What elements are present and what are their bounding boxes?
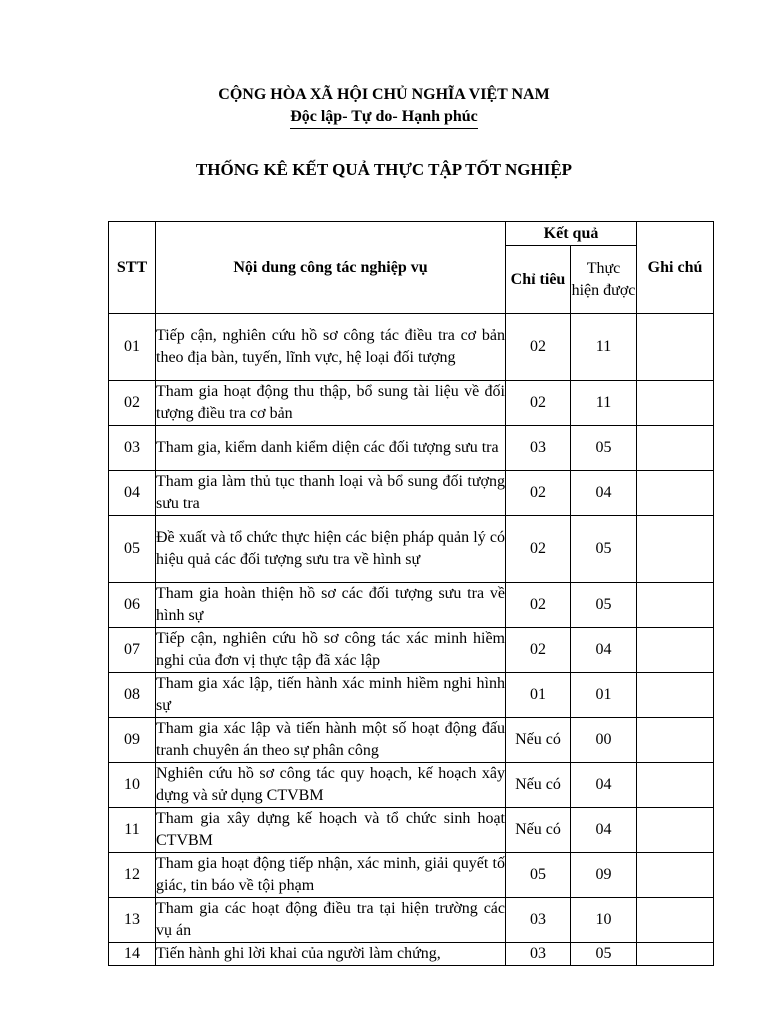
row-note bbox=[637, 943, 714, 966]
row-done: 04 bbox=[571, 808, 637, 853]
row-number: 11 bbox=[109, 808, 156, 853]
row-number: 01 bbox=[109, 314, 156, 381]
table-row bbox=[109, 673, 714, 718]
row-done: 11 bbox=[571, 381, 637, 426]
document-title: THỐNG KÊ KẾT QUẢ THỰC TẬP TỐT NGHIỆP bbox=[195, 160, 573, 179]
row-done: 04 bbox=[571, 628, 637, 673]
table-row bbox=[109, 381, 714, 426]
row-content: Tham gia làm thủ tục thanh loại và bổ sung đối tượng sưu tra bbox=[156, 471, 506, 516]
table-row bbox=[109, 426, 714, 471]
results-table bbox=[108, 221, 714, 966]
row-number: 13 bbox=[109, 898, 156, 943]
row-target: Nếu có bbox=[506, 763, 571, 808]
row-target: 03 bbox=[506, 898, 571, 943]
row-content: Tham gia hoàn thiện hồ sơ các đối tượng sưu tra về hình sự bbox=[156, 583, 506, 628]
row-content: Tham gia xác lập, tiến hành xác minh hiềm nghi hình sự bbox=[156, 673, 506, 718]
row-target: 02 bbox=[506, 516, 571, 583]
row-note bbox=[637, 808, 714, 853]
table-row bbox=[109, 898, 714, 943]
row-number: 05 bbox=[109, 516, 156, 583]
row-done: 05 bbox=[571, 583, 637, 628]
table-row bbox=[109, 516, 714, 583]
row-target: 02 bbox=[506, 314, 571, 381]
row-done: 05 bbox=[571, 426, 637, 471]
row-content: Tham gia xác lập và tiến hành một số hoạt động đấu tranh chuyên án theo sự phân công bbox=[156, 718, 506, 763]
row-target: Nếu có bbox=[506, 718, 571, 763]
header-note: Ghi chú bbox=[637, 222, 714, 314]
row-note bbox=[637, 471, 714, 516]
row-number: 04 bbox=[109, 471, 156, 516]
row-target: Nếu có bbox=[506, 808, 571, 853]
row-content: Tiếp cận, nghiên cứu hồ sơ công tác điều tra cơ bản theo địa bàn, tuyến, lĩnh vực, hệ loại đối tượng bbox=[156, 314, 506, 381]
row-note bbox=[637, 628, 714, 673]
row-number: 03 bbox=[109, 426, 156, 471]
row-number: 12 bbox=[109, 853, 156, 898]
header-done: Thực hiện được bbox=[571, 246, 637, 314]
row-done: 04 bbox=[571, 763, 637, 808]
table-row bbox=[109, 808, 714, 853]
table-body bbox=[109, 314, 714, 966]
motto-heading: Độc lập- Tự do- Hạnh phúc bbox=[290, 108, 478, 129]
row-content: Tham gia hoạt động tiếp nhận, xác minh, giải quyết tố giác, tin báo về tội phạm bbox=[156, 853, 506, 898]
row-content: Tham gia xây dựng kế hoạch và tổ chức sinh hoạt CTVBM bbox=[156, 808, 506, 853]
row-content: Nghiên cứu hồ sơ công tác quy hoạch, kế hoạch xây dựng và sử dụng CTVBM bbox=[156, 763, 506, 808]
row-done: 04 bbox=[571, 471, 637, 516]
row-target: 03 bbox=[506, 943, 571, 966]
nation-heading: CỘNG HÒA XÃ HỘI CHỦ NGHĨA VIỆT NAM bbox=[218, 86, 550, 103]
row-done: 00 bbox=[571, 718, 637, 763]
header-target: Chỉ tiêu bbox=[506, 246, 571, 314]
row-note bbox=[637, 314, 714, 381]
table-row bbox=[109, 943, 714, 966]
table-row bbox=[109, 314, 714, 381]
row-note bbox=[637, 381, 714, 426]
row-content: Tiếp cận, nghiên cứu hồ sơ công tác xác minh hiềm nghi của đơn vị thực tập đã xác lập bbox=[156, 628, 506, 673]
table-row bbox=[109, 628, 714, 673]
row-target: 05 bbox=[506, 853, 571, 898]
row-content: Đề xuất và tổ chức thực hiện các biện pháp quản lý có hiệu quả các đối tượng sưu tra về hình sự bbox=[156, 516, 506, 583]
row-target: 02 bbox=[506, 628, 571, 673]
row-content: Tham gia, kiểm danh kiểm diện các đối tượng sưu tra bbox=[156, 426, 506, 471]
row-target: 02 bbox=[506, 381, 571, 426]
row-done: 09 bbox=[571, 853, 637, 898]
table-row bbox=[109, 853, 714, 898]
row-done: 11 bbox=[571, 314, 637, 381]
table-row bbox=[109, 583, 714, 628]
row-done: 01 bbox=[571, 673, 637, 718]
motto-line bbox=[0, 108, 768, 129]
row-note bbox=[637, 853, 714, 898]
header-result: Kết quả bbox=[506, 222, 637, 246]
row-note bbox=[637, 898, 714, 943]
header-content: Nội dung công tác nghiệp vụ bbox=[156, 222, 506, 314]
table-row bbox=[109, 718, 714, 763]
row-done: 05 bbox=[571, 943, 637, 966]
row-content: Tham gia các hoạt động điều tra tại hiện trường các vụ án bbox=[156, 898, 506, 943]
row-number: 09 bbox=[109, 718, 156, 763]
row-number: 07 bbox=[109, 628, 156, 673]
row-number: 06 bbox=[109, 583, 156, 628]
row-number: 10 bbox=[109, 763, 156, 808]
row-target: 02 bbox=[506, 471, 571, 516]
row-content: Tham gia hoạt động thu thập, bổ sung tài liệu về đối tượng điều tra cơ bản bbox=[156, 381, 506, 426]
row-target: 01 bbox=[506, 673, 571, 718]
row-note bbox=[637, 718, 714, 763]
row-number: 02 bbox=[109, 381, 156, 426]
row-note bbox=[637, 426, 714, 471]
table-row bbox=[109, 471, 714, 516]
header-stt: STT bbox=[109, 222, 156, 314]
row-content: Tiến hành ghi lời khai của người làm chứng, bbox=[156, 943, 506, 966]
row-note bbox=[637, 516, 714, 583]
row-target: 03 bbox=[506, 426, 571, 471]
row-number: 08 bbox=[109, 673, 156, 718]
row-done: 10 bbox=[571, 898, 637, 943]
row-note bbox=[637, 763, 714, 808]
row-target: 02 bbox=[506, 583, 571, 628]
row-note bbox=[637, 673, 714, 718]
row-number: 14 bbox=[109, 943, 156, 966]
table-row bbox=[109, 763, 714, 808]
row-done: 05 bbox=[571, 516, 637, 583]
row-note bbox=[637, 583, 714, 628]
